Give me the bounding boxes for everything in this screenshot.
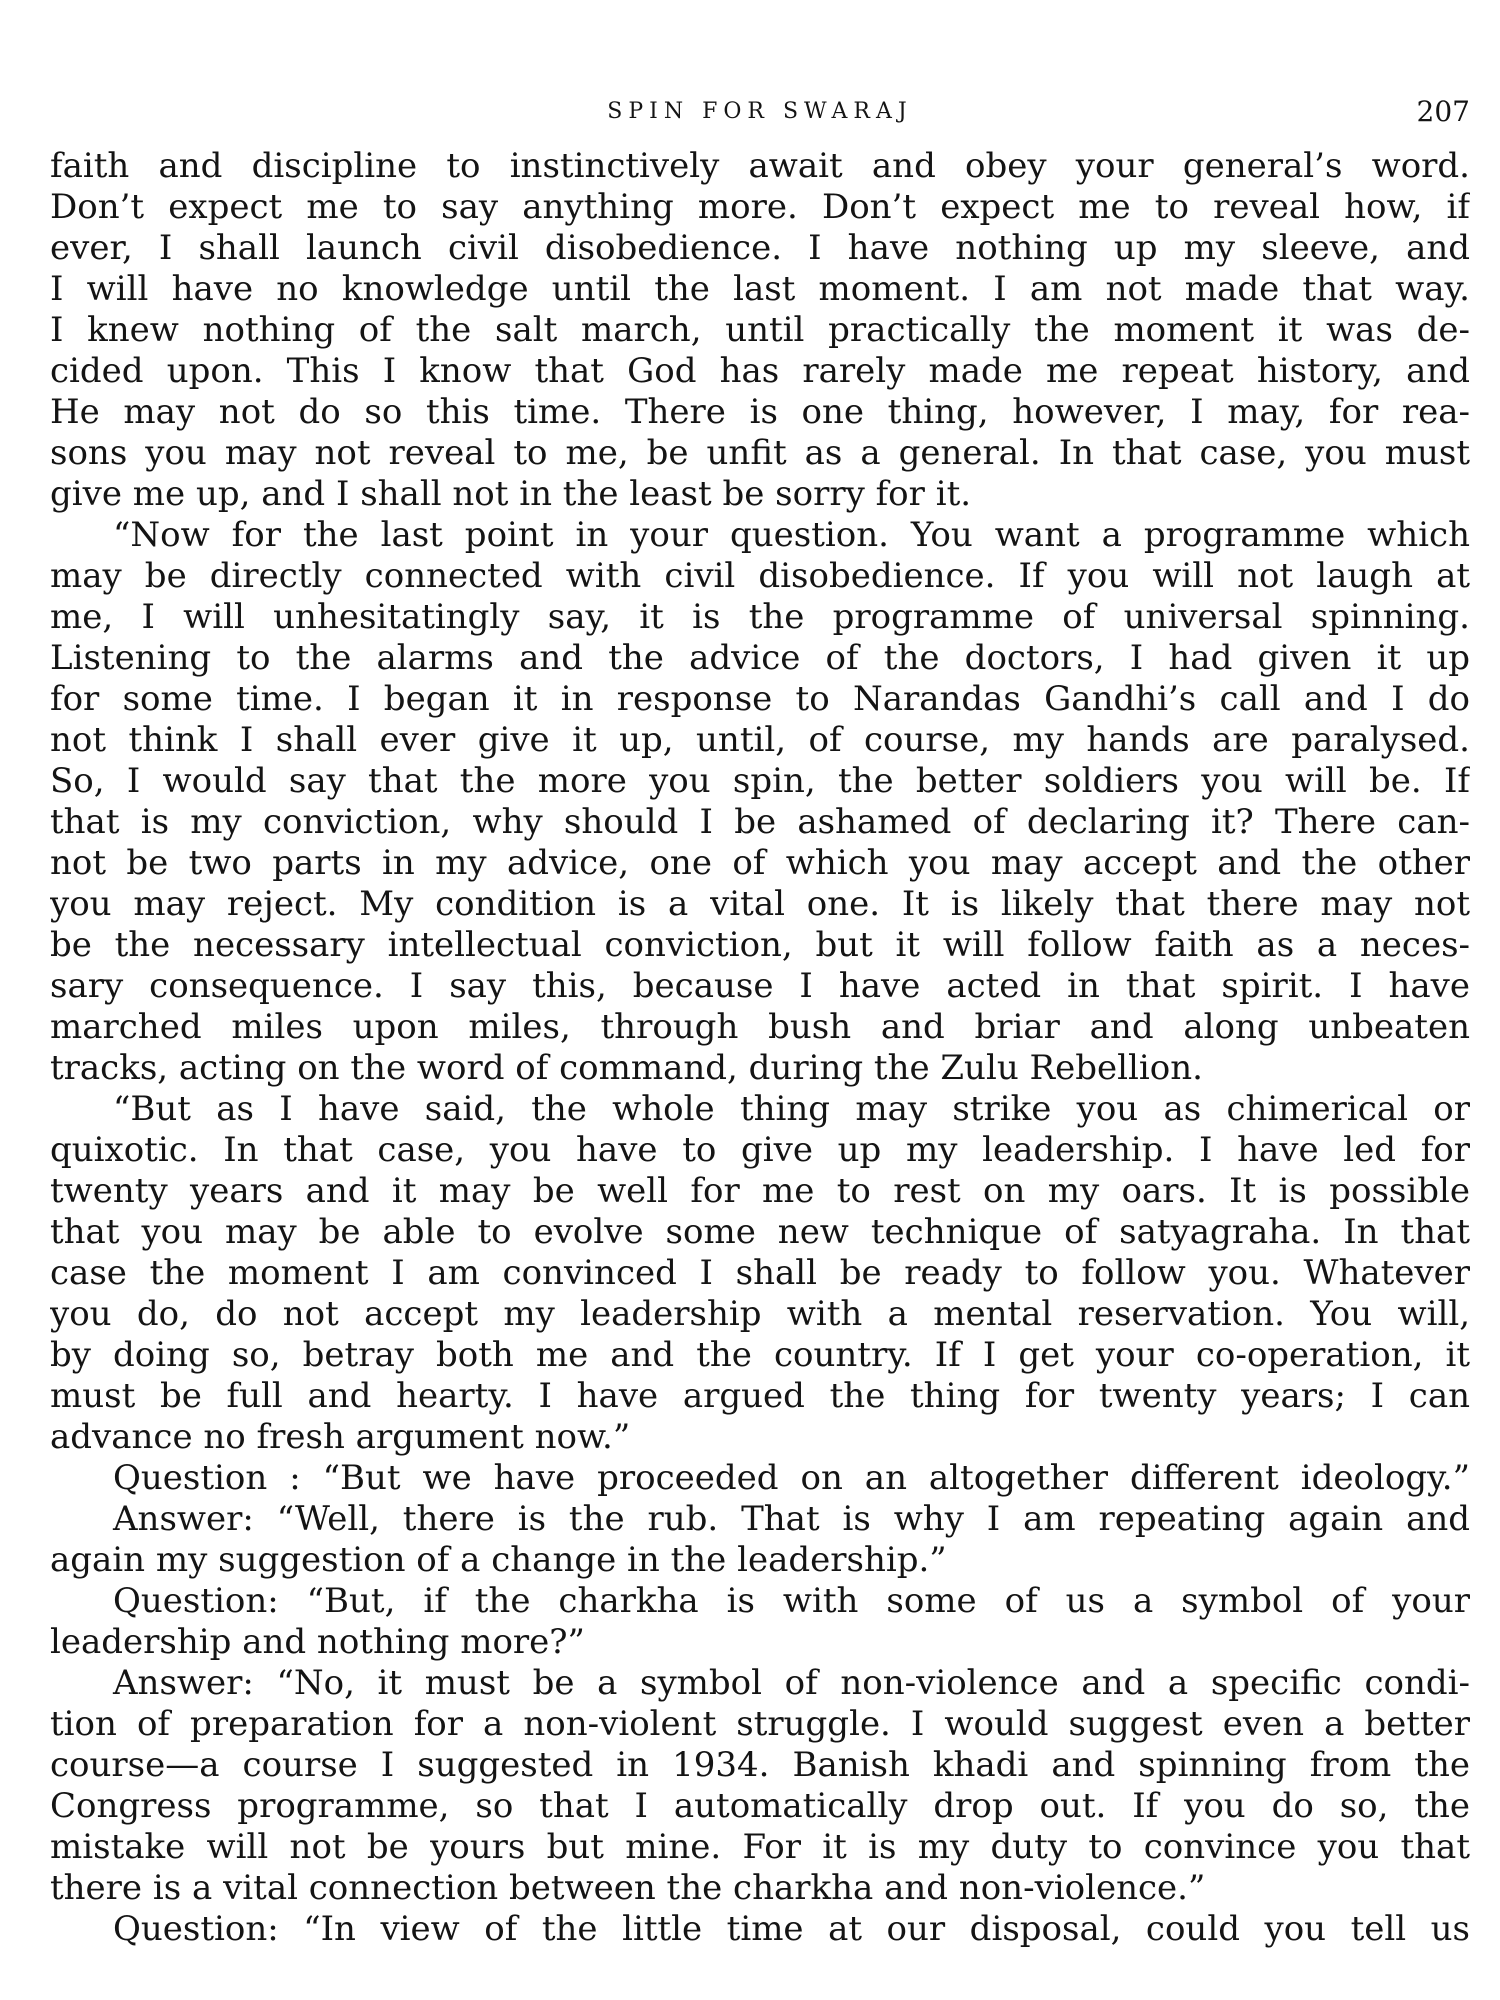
text-line: Congress programme, so that I automatically drop out. If you do so, the bbox=[50, 1786, 1470, 1826]
text-line: leadership and nothing more?” bbox=[50, 1622, 585, 1662]
text-line: I knew nothing of the salt march, until practically the moment it was de- bbox=[50, 310, 1470, 350]
text-line: there is a vital connection between the charkha and non-violence.” bbox=[50, 1868, 1206, 1908]
text-line: Question: “But, if the charkha is with some of us a symbol of your bbox=[113, 1581, 1470, 1621]
text-line: Don’t expect me to say anything more. Don’t expect me to reveal how, if bbox=[50, 187, 1470, 227]
text-line: by doing so, betray both me and the country. If I get your co-operation, it bbox=[50, 1335, 1470, 1375]
text-line: I will have no knowledge until the last moment. I am not made that way. bbox=[50, 269, 1470, 309]
text-line: again my suggestion of a change in the leadership.” bbox=[50, 1540, 947, 1580]
text-line: me, I will unhesitatingly say, it is the programme of universal spinning. bbox=[50, 597, 1470, 637]
text-line: cided upon. This I know that God has rarely made me repeat history, and bbox=[50, 351, 1470, 391]
text-line: Question: “In view of the little time at our disposal, could you tell us bbox=[113, 1909, 1470, 1949]
text-line: quixotic. In that case, you have to give up my leadership. I have led for bbox=[50, 1130, 1470, 1170]
text-line: sary consequence. I say this, because I have acted in that spirit. I have bbox=[50, 966, 1470, 1006]
text-line: sons you may not reveal to me, be unfit as a general. In that case, you must bbox=[50, 433, 1470, 473]
text-line: ever, I shall launch civil disobedience. I have nothing up my sleeve, and bbox=[50, 228, 1470, 268]
text-line: tracks, acting on the word of command, during the Zulu Rebellion. bbox=[50, 1048, 1203, 1088]
text-line: that you may be able to evolve some new technique of satyagraha. In that bbox=[50, 1212, 1470, 1252]
text-line: advance no fresh argument now.” bbox=[50, 1417, 631, 1457]
text-line: you may reject. My condition is a vital one. It is likely that there may not bbox=[50, 884, 1470, 924]
text-line: may be directly connected with civil disobedience. If you will not laugh at bbox=[50, 556, 1470, 596]
running-title: SPIN FOR SWARAJ bbox=[607, 99, 913, 124]
text-line: Answer: “No, it must be a symbol of non-violence and a specific condi- bbox=[113, 1663, 1470, 1703]
text-line: not think I shall ever give it up, until, of course, my hands are paralysed. bbox=[50, 720, 1470, 760]
text-line: “Now for the last point in your question. You want a programme which bbox=[113, 515, 1470, 555]
text-line: marched miles upon miles, through bush and briar and along unbeaten bbox=[50, 1007, 1470, 1047]
text-line: be the necessary intellectual conviction, but it will follow faith as a neces- bbox=[50, 925, 1470, 965]
text-line: Answer: “Well, there is the rub. That is why I am repeating again and bbox=[113, 1499, 1470, 1539]
text-line: Listening to the alarms and the advice of the doctors, I had given it up bbox=[50, 638, 1470, 678]
text-line: case the moment I am convinced I shall be ready to follow you. Whatever bbox=[50, 1253, 1470, 1293]
text-line: twenty years and it may be well for me to rest on my oars. It is possible bbox=[50, 1171, 1470, 1211]
text-line: He may not do so this time. There is one thing, however, I may, for rea- bbox=[50, 392, 1470, 432]
body-text bbox=[50, 146, 1470, 1950]
text-line: you do, do not accept my leadership with a mental reservation. You will, bbox=[50, 1294, 1470, 1334]
text-line: “But as I have said, the whole thing may strike you as chimerical or bbox=[113, 1089, 1470, 1129]
text-line: not be two parts in my advice, one of which you may accept and the other bbox=[50, 843, 1470, 883]
text-line: faith and discipline to instinctively await and obey your general’s word. bbox=[50, 146, 1470, 186]
page-header bbox=[50, 95, 1470, 135]
text-line: for some time. I began it in response to Narandas Gandhi’s call and I do bbox=[50, 679, 1470, 719]
text-line: Question : “But we have proceeded on an altogether different ideology.” bbox=[113, 1458, 1470, 1498]
text-line: that is my conviction, why should I be ashamed of declaring it? There can- bbox=[50, 802, 1470, 842]
text-line: give me up, and I shall not in the least be sorry for it. bbox=[50, 474, 972, 514]
text-line: So, I would say that the more you spin, the better soldiers you will be. If bbox=[50, 761, 1470, 801]
page-number: 207 bbox=[1416, 95, 1470, 128]
text-line: course—a course I suggested in 1934. Banish khadi and spinning from the bbox=[50, 1745, 1470, 1785]
text-line: must be full and hearty. I have argued the thing for twenty years; I can bbox=[50, 1376, 1470, 1416]
text-line: mistake will not be yours but mine. For it is my duty to convince you that bbox=[50, 1827, 1470, 1867]
text-line: tion of preparation for a non-violent struggle. I would suggest even a better bbox=[50, 1704, 1470, 1744]
